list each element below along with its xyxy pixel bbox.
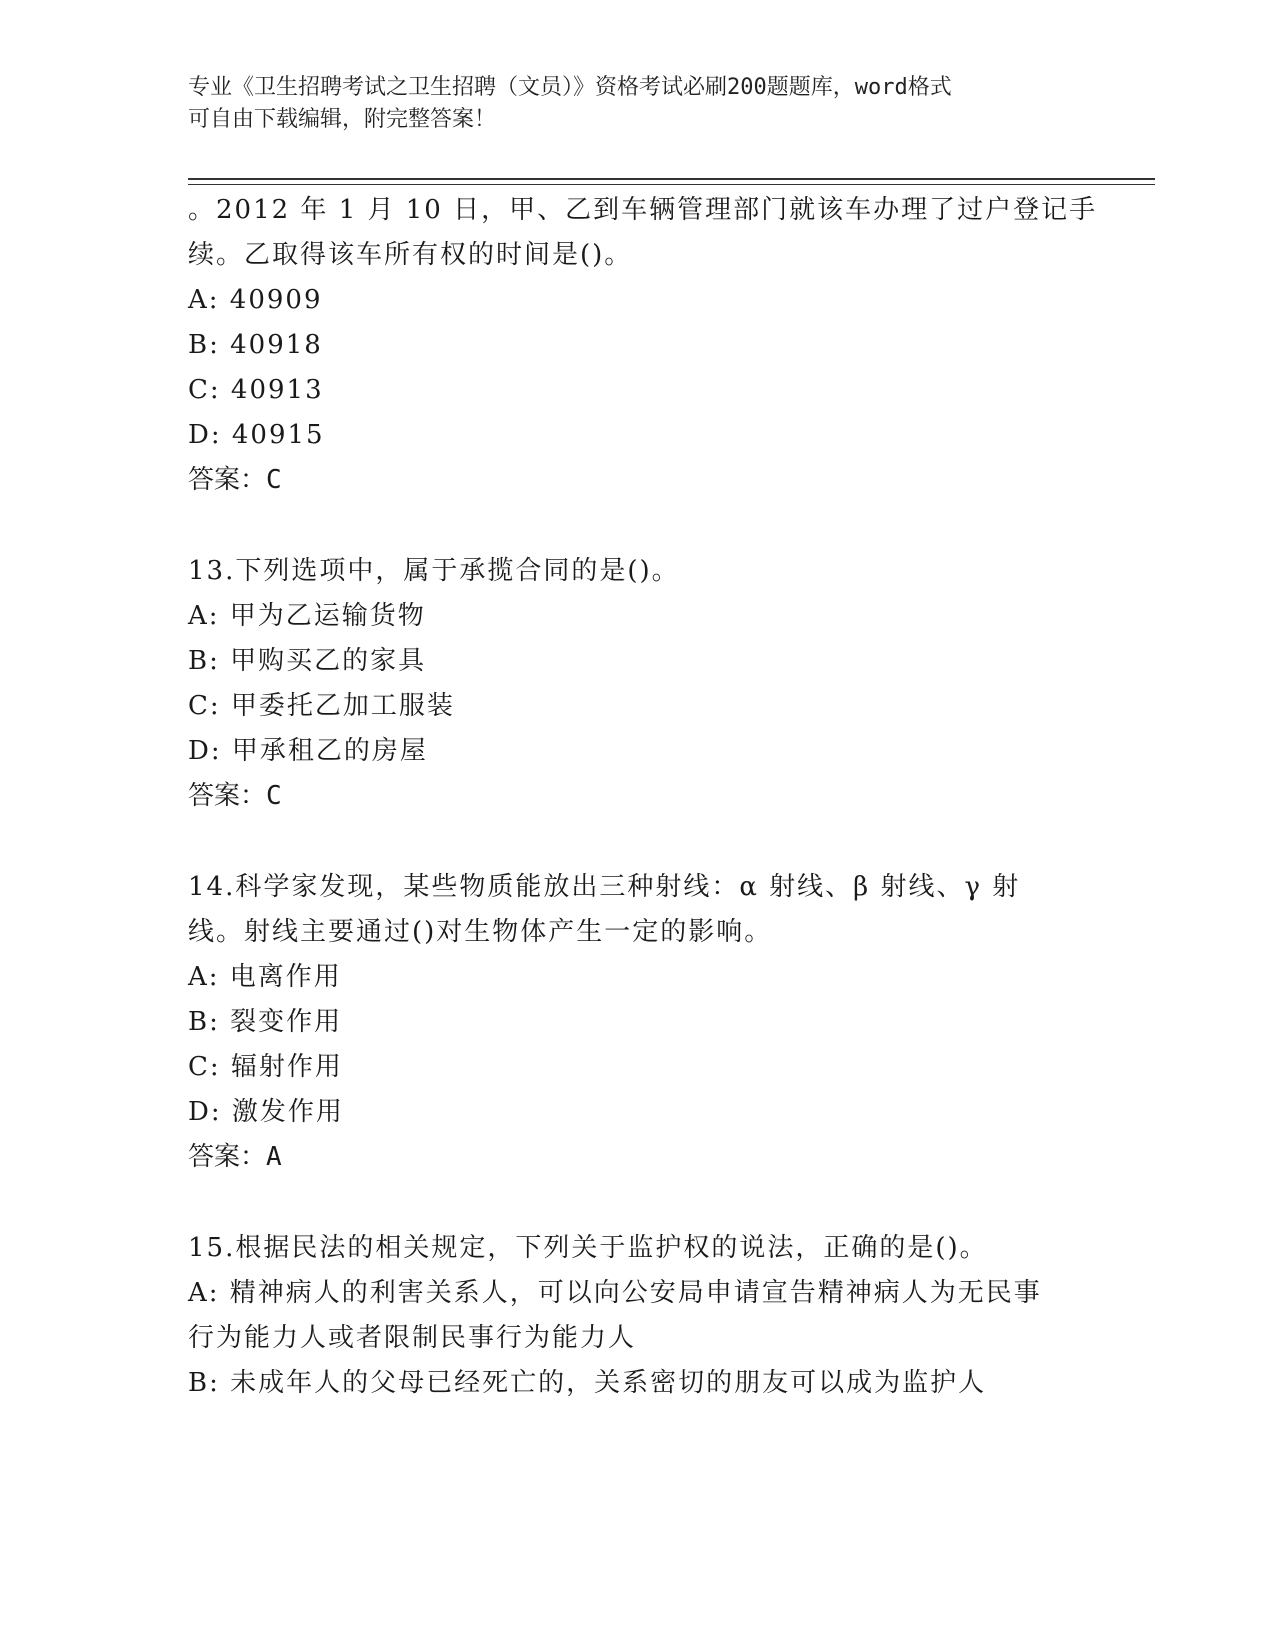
answer-line: 答案：A — [188, 1142, 282, 1172]
option-b: B: 裂变作用 — [188, 1007, 343, 1037]
question-13 — [188, 549, 1088, 819]
question-12 — [188, 188, 1098, 503]
option-b: B: 未成年人的父母已经死亡的，关系密切的朋友可以成为监护人 — [188, 1368, 987, 1398]
question-stem: 14.科学家发现，某些物质能放出三种射线：α 射线、β 射线、γ 射 — [188, 872, 1021, 902]
option-b: B: 甲购买乙的家具 — [188, 646, 427, 676]
option-a: A: 甲为乙运输货物 — [188, 601, 426, 631]
option-c: C: 40913 — [188, 375, 324, 405]
question-stem: 13.下列选项中，属于承揽合同的是()。 — [188, 556, 680, 586]
document-header — [188, 72, 1088, 136]
header-divider-thin — [188, 184, 1155, 185]
option-c: C: 甲委托乙加工服装 — [188, 691, 455, 721]
option-a: A: 精神病人的利害关系人，可以向公安局申请宣告精神病人为无民事 — [188, 1278, 1042, 1308]
spacer — [188, 819, 1088, 865]
question-15 — [188, 1226, 1088, 1406]
option-a: A: 电离作用 — [188, 962, 342, 992]
option-a: A: 40909 — [188, 285, 323, 315]
question-14 — [188, 865, 1088, 1180]
header-title-line-1: 专业《卫生招聘考试之卫生招聘（文员）》资格考试必刷200题题库，word格式 — [188, 75, 952, 100]
header-title-line-2: 可自由下载编辑，附完整答案！ — [188, 107, 497, 132]
question-stem: 。2012 年 1 月 10 日，甲、乙到车辆管理部门就该车办理了过户登记手 — [188, 195, 1098, 225]
option-b: B: 40918 — [188, 330, 323, 360]
spacer — [188, 503, 1088, 549]
answer-line: 答案：C — [188, 465, 282, 495]
option-d: D: 40915 — [188, 420, 325, 450]
answer-line: 答案：C — [188, 781, 282, 811]
option-c: C: 辐射作用 — [188, 1052, 343, 1082]
question-stem: 15.根据民法的相关规定，下列关于监护权的说法，正确的是()。 — [188, 1233, 988, 1263]
question-list — [188, 188, 1098, 1406]
question-stem: 续。乙取得该车所有权的时间是()。 — [188, 240, 633, 270]
option-d: D: 甲承租乙的房屋 — [188, 736, 428, 766]
option-d: D: 激发作用 — [188, 1097, 344, 1127]
spacer — [188, 1180, 1088, 1226]
question-stem: 线。射线主要通过()对生物体产生一定的影响。 — [188, 917, 773, 947]
header-divider-thick — [188, 178, 1155, 180]
option-a-continued: 行为能力人或者限制民事行为能力人 — [188, 1323, 637, 1353]
